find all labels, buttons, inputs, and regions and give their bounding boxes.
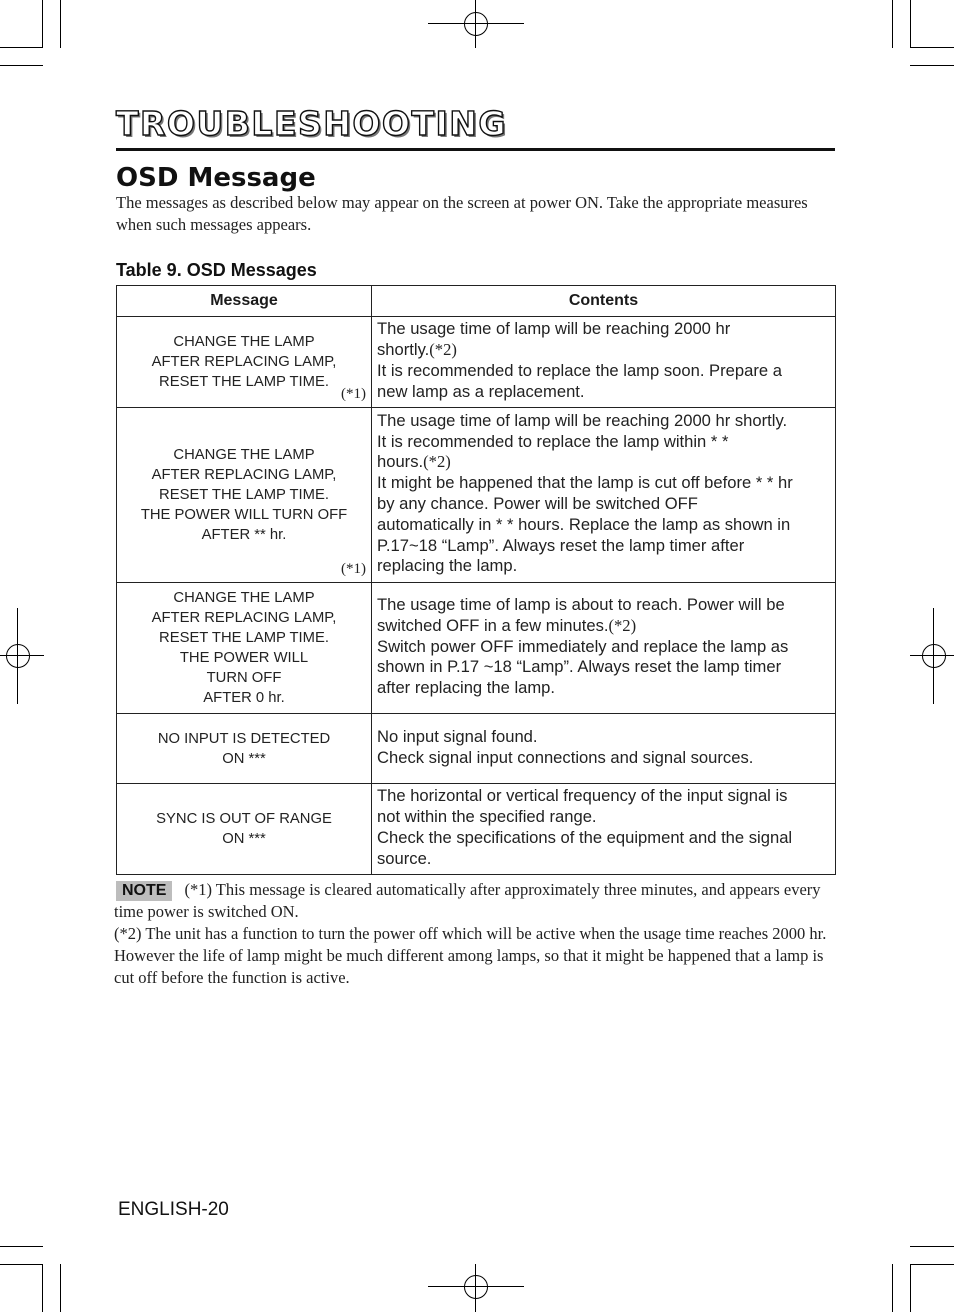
note-1 — [114, 879, 834, 923]
table-row — [117, 408, 836, 583]
note-1-text: (*1) This message is cleared automatically after approximately three minutes, and appears every time power is switched ON. — [114, 880, 821, 921]
crop-mark — [60, 1264, 61, 1312]
message-line: RESET THE LAMP TIME. — [159, 374, 329, 390]
table-row — [117, 317, 836, 408]
contents-line — [377, 657, 830, 678]
contents-line — [377, 616, 830, 637]
message-text — [118, 318, 370, 406]
column-header-message: Message — [117, 286, 372, 317]
message-line: CHANGE THE LAMP — [173, 334, 315, 350]
message-line: RESET THE LAMP TIME. — [159, 630, 329, 646]
message-line: AFTER REPLACING LAMP, — [151, 354, 337, 370]
contents-text: Switch power OFF immediately and replace the lamp as — [377, 636, 789, 656]
contents-line — [377, 340, 830, 361]
message-line: NO INPUT IS DETECTED — [157, 730, 331, 747]
contents-text: source. — [377, 848, 432, 868]
table-header-row — [117, 286, 836, 317]
contents-line — [377, 361, 830, 382]
crop-mark — [892, 1264, 893, 1312]
contents-cell — [372, 714, 836, 784]
table-row — [117, 714, 836, 784]
registration-mark-top — [428, 0, 524, 48]
contents-text: No input signal found. — [377, 726, 538, 746]
message-text — [118, 715, 370, 782]
message-line: SYNC IS OUT OF RANGE — [156, 811, 332, 827]
page-number: ENGLISH-20 — [118, 1199, 229, 1220]
message-line: CHANGE THE LAMP — [173, 447, 315, 463]
message-line: THE POWER WILL TURN OFF — [140, 507, 348, 523]
crop-mark — [910, 47, 954, 48]
contents-text: replacing the lamp. — [377, 556, 518, 576]
contents-text: not within the specified range. — [377, 807, 597, 827]
contents-line — [377, 727, 830, 748]
registration-mark-right — [910, 608, 954, 704]
message-line: CHANGE THE LAMP — [173, 590, 315, 606]
message-line: AFTER REPLACING LAMP, — [151, 467, 337, 483]
column-header-contents: Contents — [372, 286, 836, 317]
contents-line — [377, 452, 830, 473]
crop-mark — [910, 1264, 911, 1312]
contents-text: new lamp as a replacement. — [377, 381, 585, 401]
crop-mark — [0, 1246, 43, 1247]
crop-mark — [0, 65, 43, 66]
crop-mark — [910, 1264, 954, 1265]
contents-line — [377, 473, 830, 494]
message-cell — [117, 583, 372, 714]
crop-mark — [910, 1246, 954, 1247]
message-line: AFTER 0 hr. — [203, 690, 285, 706]
contents-text: shortly. — [377, 340, 430, 360]
contents-line — [377, 536, 830, 557]
contents-text: Check signal input connections and signal sources. — [377, 747, 754, 767]
message-cell — [117, 714, 372, 784]
registration-mark-left — [0, 608, 44, 704]
message-text — [118, 409, 370, 581]
contents-line — [377, 807, 830, 828]
contents-line — [377, 319, 830, 340]
contents-text: after replacing the lamp. — [377, 678, 556, 698]
contents-text: by any chance. Power will be switched OFF — [377, 494, 698, 513]
message-cell — [117, 317, 372, 408]
contents-line — [377, 411, 830, 432]
contents-cell — [372, 408, 836, 583]
message-line: THE POWER WILL — [179, 650, 309, 666]
contents-text: hours. — [377, 452, 424, 472]
contents-line — [377, 678, 830, 699]
contents-text: The usage time of lamp is about to reach. Power will be — [377, 595, 785, 614]
note-badge: NOTE — [116, 881, 172, 901]
contents-text: shown in P.17 ~18 “Lamp”. Always reset the lamp timer — [377, 657, 782, 677]
contents-text: The usage time of lamp will be reaching 2000 hr shortly. — [377, 410, 788, 430]
contents-text: It might be happened that the lamp is cut off before * * hr — [377, 473, 793, 493]
contents-line — [377, 595, 830, 616]
footnote-ref: (*2) — [429, 340, 457, 360]
message-line: RESET THE LAMP TIME. — [159, 487, 329, 503]
table-row — [117, 583, 836, 714]
intro-paragraph: The messages as described below may appear on the screen at power ON. Take the appropriate measures when such messages appears. — [116, 193, 808, 234]
footnote-ref: (*1) — [341, 386, 366, 402]
section-title: OSD Message — [116, 163, 316, 193]
message-cell — [117, 408, 372, 583]
message-line: ON *** — [222, 831, 266, 847]
notes-block — [114, 879, 834, 989]
contents-line — [377, 382, 830, 403]
footnote-ref: (*2) — [608, 615, 637, 635]
contents-text: switched OFF in a few minutes. — [377, 615, 609, 635]
contents-cell — [372, 583, 836, 714]
registration-mark-bottom — [428, 1264, 524, 1312]
contents-text: Check the specifications of the equipment and the signal — [377, 828, 793, 847]
crop-mark — [910, 0, 911, 48]
message-line: AFTER REPLACING LAMP, — [151, 610, 337, 626]
contents-cell — [372, 317, 836, 408]
contents-text: P.17~18 “Lamp”. Always reset the lamp timer after — [377, 535, 745, 555]
note-2: (*2) The unit has a function to turn the power off which will be active when the usage time reaches 2000 hr. However the life of lamp might be much different among lamps, so that it might be happened that a lamp is cut off before the function is active. — [114, 924, 827, 987]
contents-line — [377, 515, 830, 536]
message-line: AFTER ** hr. — [201, 527, 287, 543]
contents-line — [377, 786, 830, 807]
message-text — [118, 584, 370, 712]
crop-mark — [42, 1264, 43, 1312]
contents-text: It is recommended to replace the lamp within * * — [377, 431, 729, 451]
crop-mark — [0, 1264, 43, 1265]
message-line: TURN OFF — [206, 670, 282, 686]
message-cell — [117, 784, 372, 875]
crop-mark — [910, 65, 954, 66]
contents-line — [377, 637, 830, 658]
title-divider — [116, 148, 835, 151]
contents-line — [377, 748, 830, 769]
contents-text: The usage time of lamp will be reaching 2000 hr — [377, 319, 731, 339]
message-text — [118, 785, 370, 873]
contents-line — [377, 494, 830, 515]
crop-mark — [892, 0, 893, 48]
contents-line — [377, 556, 830, 577]
table-row — [117, 784, 836, 875]
table-caption: Table 9. OSD Messages — [116, 260, 317, 280]
footnote-ref: (*1) — [341, 561, 366, 577]
message-line: ON *** — [222, 750, 266, 767]
contents-text: automatically in * * hours. Replace the lamp as shown in — [377, 514, 791, 534]
contents-line — [377, 849, 830, 870]
contents-text: It is recommended to replace the lamp soon. Prepare a — [377, 361, 782, 380]
page-title: TROUBLESHOOTING — [116, 104, 507, 143]
contents-line — [377, 828, 830, 849]
footnote-ref: (*2) — [423, 452, 451, 472]
osd-messages-table — [116, 285, 836, 875]
crop-mark — [42, 0, 43, 48]
crop-mark — [60, 0, 61, 48]
contents-text: The horizontal or vertical frequency of the input signal is — [377, 786, 788, 806]
contents-cell — [372, 784, 836, 875]
contents-line — [377, 432, 830, 453]
crop-mark — [0, 47, 43, 48]
